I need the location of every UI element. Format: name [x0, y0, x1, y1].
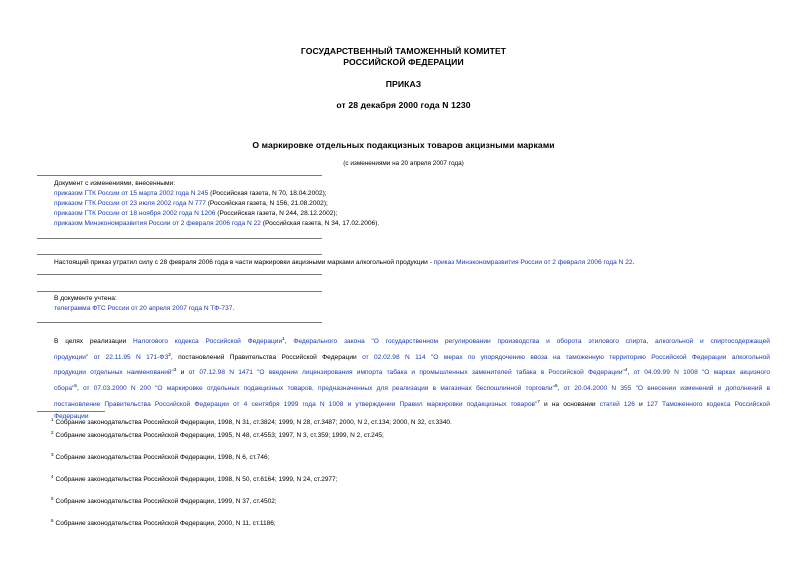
- divider: [37, 175, 322, 176]
- footnote-ref[interactable]: 7: [537, 398, 540, 404]
- considered-link[interactable]: телеграмма ФТС России от 20 апреля 2007 года N ТФ-737: [54, 305, 233, 312]
- change-source: (Российская газета, N 34, 17.02.2006).: [260, 220, 380, 227]
- footnote-mark: 2: [51, 430, 54, 435]
- para-text: и на основании: [539, 400, 600, 408]
- lapsed-end: .: [632, 259, 635, 266]
- article-126-link[interactable]: статей 126: [599, 400, 635, 408]
- considered-end: .: [232, 305, 235, 312]
- footnote-text: Собрание законодательства Российской Федерации, 1998, N 6, ст.746;: [55, 454, 270, 462]
- considered-block: [54, 294, 234, 314]
- footnote: [51, 417, 452, 426]
- divider: [37, 274, 322, 275]
- considered-heading: В документе учтена:: [54, 295, 117, 302]
- divider: [37, 322, 322, 323]
- resolution-1008-link[interactable]: от 04.09.99 N 1008 "О марках акцизного: [633, 369, 771, 377]
- footnote-ref[interactable]: 3: [173, 367, 177, 373]
- paragraph-line: [54, 396, 770, 412]
- footnote-ref[interactable]: 5: [74, 383, 77, 389]
- change-source: (Российская газета, N 70, 18.04.2002);: [208, 190, 327, 197]
- resolution-355-link[interactable]: постановление Правительства Российской Федерации от 4 сентября 1999 года N 1008 и утверждении Правил маркировки подакцизных товаров": [54, 400, 538, 408]
- para-text: ,: [557, 385, 564, 393]
- considered-item: [54, 304, 234, 314]
- paragraph-line: [54, 364, 770, 380]
- footnote: [51, 452, 269, 461]
- customs-code-link[interactable]: Федерации: [54, 413, 89, 421]
- resolution-200-link[interactable]: от 07.03.2000 N 200 "О маркировке отдельных подакцизных товаров, предназначенных для реализации в магазинах беспошлинной торговли": [82, 385, 555, 393]
- changes-block: [54, 179, 379, 229]
- footnote-text: Собрание законодательства Российской Федерации, 1998, N 50, ст.6164; 1999, N 24, ст.2977;: [55, 476, 338, 484]
- main-paragraph: [54, 333, 771, 427]
- footnote-text: Собрание законодательства Российской Федерации, 2000, N 11, ст.1186;: [55, 520, 276, 528]
- org-name-line2: РОССИЙСКОЙ ФЕДЕРАЦИИ: [343, 57, 464, 67]
- footnote: [51, 430, 384, 439]
- change-item: [54, 189, 379, 199]
- divider: [37, 238, 322, 239]
- change-link[interactable]: приказом ГТК России от 18 ноября 2002 года N 1206: [54, 210, 216, 217]
- lapsed-notice: [54, 258, 634, 268]
- divider: [37, 254, 322, 255]
- para-text: ,: [627, 369, 634, 377]
- footnote-mark: 1: [51, 417, 54, 422]
- lapsed-link[interactable]: приказ Минэкономразвития России от 2 февраля 2006 года N 22: [433, 259, 633, 266]
- divider: [37, 291, 322, 292]
- changes-heading: Документ с изменениями, внесенными:: [54, 180, 176, 187]
- footnote-ref[interactable]: 4: [624, 367, 628, 373]
- footnote-mark: 4: [51, 474, 54, 479]
- footnote-mark: 3: [51, 452, 54, 457]
- para-text: ,: [76, 385, 83, 393]
- resolution-1008-link[interactable]: сбора": [54, 385, 75, 393]
- change-source: (Российская газета, N 244, 28.12.2002);: [215, 210, 338, 217]
- resolution-355-link[interactable]: от 20.04.2000 N 355 "О внесении изменений и дополнений в: [563, 385, 770, 393]
- footnote-text: Собрание законодательства Российской Федерации, 1998, N 31, ст.3824; 1999, N 28, ст.3487; 2000, N 2, ст.134; 2000, N 32, ст.3340.: [55, 419, 452, 427]
- resolution-1471-link[interactable]: от 07.12.98 N 1471 "О введении лицензирования импорта табака и промышленных заменителей табака в Российской Федерации": [188, 369, 625, 377]
- footnote-mark: 5: [51, 496, 54, 501]
- change-link[interactable]: приказом ГТК России от 23 июля 2002 года N 777: [54, 200, 206, 207]
- footnote-divider: [37, 411, 105, 412]
- para-text: , постановлений Правительства Российской Федерации: [170, 353, 363, 361]
- document-date: от 28 декабря 2000 года N 1230: [336, 100, 471, 110]
- resolution-114-link[interactable]: от 02.02.98 N 114 "О мерах по упорядочению ввоза на таможенную территорию Российской Федерации алкогольной: [362, 353, 770, 361]
- change-source: (Российская газета, N 156, 21.08.2002);: [205, 200, 328, 207]
- para-text: и: [176, 369, 189, 377]
- change-link[interactable]: приказом Минэкономразвития России от 2 февраля 2006 года N 22: [54, 220, 261, 227]
- paragraph-line: [54, 349, 770, 365]
- document-title: О маркировке отдельных подакцизных товаров акцизными марками: [252, 140, 555, 150]
- footnote-text: Собрание законодательства Российской Федерации, 1995, N 48, ст.4553; 1997, N 3, ст.359; 1999, N 2, ст.245;: [55, 432, 384, 440]
- paragraph-line: [54, 380, 770, 396]
- org-name-line1: ГОСУДАРСТВЕННЫЙ ТАМОЖЕННЫЙ КОМИТЕТ: [300, 46, 507, 56]
- footnote: [51, 474, 337, 483]
- footnote-ref[interactable]: 6: [554, 383, 558, 389]
- federal-law-link[interactable]: Федерального закона "О государственном регулировании производства и оборота этилового спирта, алкогольной и спиртосодержащей: [293, 338, 770, 346]
- footnote: [51, 518, 276, 527]
- change-item: [54, 209, 379, 219]
- footnote-mark: 6: [51, 518, 54, 523]
- footnote-ref[interactable]: 1: [282, 336, 285, 341]
- document-type: ПРИКАЗ: [385, 79, 422, 89]
- resolution-114-link[interactable]: продукции отдельных наименований": [54, 369, 174, 377]
- footnote: [51, 496, 277, 505]
- paragraph-line: [54, 333, 770, 349]
- change-item: [54, 219, 379, 229]
- tax-code-link[interactable]: Налогового кодекса Российской Федерации: [133, 338, 283, 346]
- footnote-text: Собрание законодательства Российской Федерации, 1999, N 37, ст.4502;: [55, 498, 277, 506]
- federal-law-link[interactable]: продукции" от 22.11.95 N 171-ФЗ: [54, 353, 169, 361]
- footnote-ref[interactable]: 2: [168, 351, 171, 357]
- para-text: В целях реализации: [54, 338, 134, 346]
- change-link[interactable]: приказом ГТК России от 15 марта 2002 года N 245: [54, 190, 209, 197]
- lapsed-text: Настоящий приказ утратил силу с 28 февраля 2006 года в части маркировки акцизными марками алкогольной продукции -: [54, 259, 434, 266]
- para-text: ,: [284, 338, 294, 346]
- para-text: и: [634, 400, 647, 408]
- amendment-note: (с изменениями на 20 апреля 2007 года): [343, 160, 464, 167]
- customs-code-link[interactable]: 127 Таможенного кодекса Российской: [646, 400, 770, 408]
- change-item: [54, 199, 379, 209]
